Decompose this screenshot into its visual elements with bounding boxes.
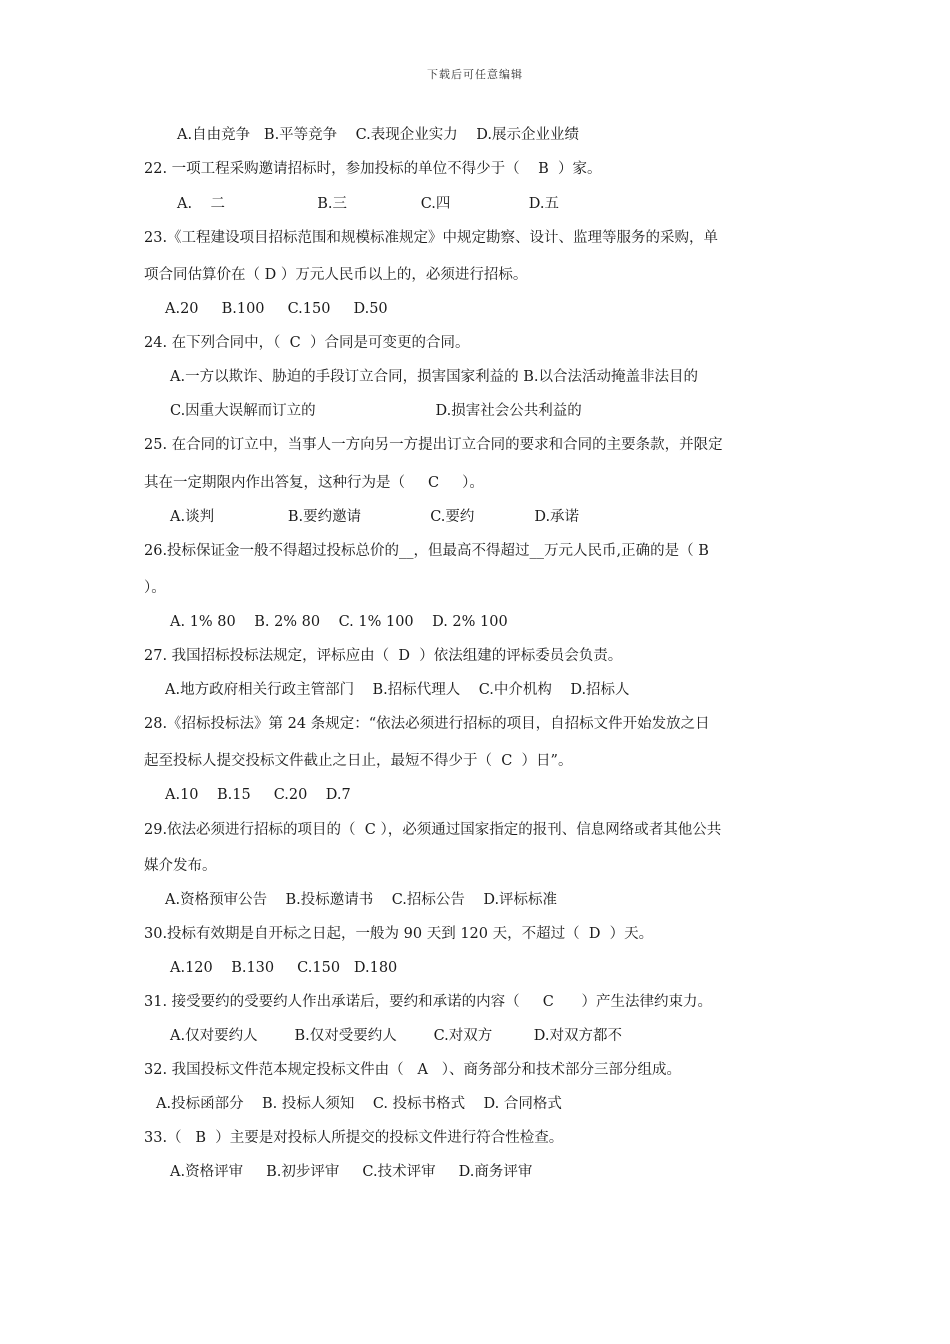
q24-question: 24. 在下列合同中，（ C ）合同是可变更的合同。 xyxy=(144,335,470,351)
q26-question-line1: 26.投标保证金一般不得超过投标总价的__，但最高不得超过__万元人民币,正确的是（ B xyxy=(144,543,709,559)
q33-options: A.资格评审 B.初步评审 C.技术评审 D.商务评审 xyxy=(170,1164,533,1180)
q29-options: A.资格预审公告 B.投标邀请书 C.招标公告 D.评标标准 xyxy=(165,892,558,908)
q23-question-line2: 项合同估算价在（ D ）万元人民币以上的，必须进行招标。 xyxy=(144,267,528,283)
q21-options: A.自由竞争 B.平等竞争 C.表现企业实力 D.展示企业业绩 xyxy=(177,127,579,143)
q28-question-line2: 起至投标人提交投标文件截止之日止，最短不得少于（ C ）日”。 xyxy=(144,753,573,769)
q31-options: A.仅对要约人 B.仅对受要约人 C.对双方 D.对双方都不 xyxy=(170,1028,622,1044)
q29-question-line2: 媒介发布。 xyxy=(144,858,217,874)
q33-question: 33.（ B ）主要是对投标人所提交的投标文件进行符合性检查。 xyxy=(144,1130,564,1146)
q26-question-line2: ）。 xyxy=(144,580,166,596)
q30-question: 30.投标有效期是自开标之日起，一般为 90 天到 120 天，不超过（ D ）天。 xyxy=(144,926,654,942)
q32-options: A.投标函部分 B. 投标人须知 C. 投标书格式 D. 合同格式 xyxy=(156,1096,562,1112)
q31-question: 31. 接受要约的受要约人作出承诺后，要约和承诺的内容（ C ）产生法律约束力。 xyxy=(144,994,712,1010)
q27-options: A.地方政府相关行政主管部门 B.招标代理人 C.中介机构 D.招标人 xyxy=(165,682,630,698)
q23-options: A.20 B.100 C.150 D.50 xyxy=(165,301,388,317)
q32-question: 32. 我国投标文件范本规定投标文件由（ A ）、商务部分和技术部分三部分组成。 xyxy=(144,1062,682,1078)
q30-options: A.120 B.130 C.150 D.180 xyxy=(170,960,398,976)
q23-question-line1: 23.《工程建设项目招标范围和规模标准规定》中规定勘察、设计、监理等服务的采购，单 xyxy=(144,230,719,246)
q24-options-line1: A.一方以欺诈、胁迫的手段订立合同，损害国家利益的 B.以合法活动掩盖非法目的 xyxy=(170,369,698,385)
q26-options: A. 1% 80 B. 2% 80 C. 1% 100 D. 2% 100 xyxy=(170,614,508,630)
q25-options: A.谈判 B.要约邀请 C.要约 D.承诺 xyxy=(170,509,580,525)
q22-question: 22. 一项工程采购邀请招标时，参加投标的单位不得少于（ B ）家。 xyxy=(144,161,602,177)
q25-question-line2: 其在一定期限内作出答复，这种行为是（ C ）。 xyxy=(144,475,484,491)
q29-question-line1: 29.依法必须进行招标的项目的（ C ），必须通过国家指定的报刊、信息网络或者其他公共 xyxy=(144,822,722,838)
q25-question-line1: 25. 在合同的订立中，当事人一方向另一方提出订立合同的要求和合同的主要条款，并限定 xyxy=(144,437,723,453)
q27-question: 27. 我国招标投标法规定，评标应由（ D ）依法组建的评标委员会负责。 xyxy=(144,648,623,664)
q22-options: A. 二 B.三 C.四 D.五 xyxy=(177,196,559,212)
q24-options-line2: C.因重大误解而订立的 D.损害社会公共利益的 xyxy=(170,403,582,419)
page-header: 下载后可任意编辑 xyxy=(427,68,523,81)
q28-question-line1: 28.《招标投标法》第 24 条规定：“依法必须进行招标的项目，自招标文件开始发放之日 xyxy=(144,716,710,732)
q28-options: A.10 B.15 C.20 D.7 xyxy=(165,787,351,803)
